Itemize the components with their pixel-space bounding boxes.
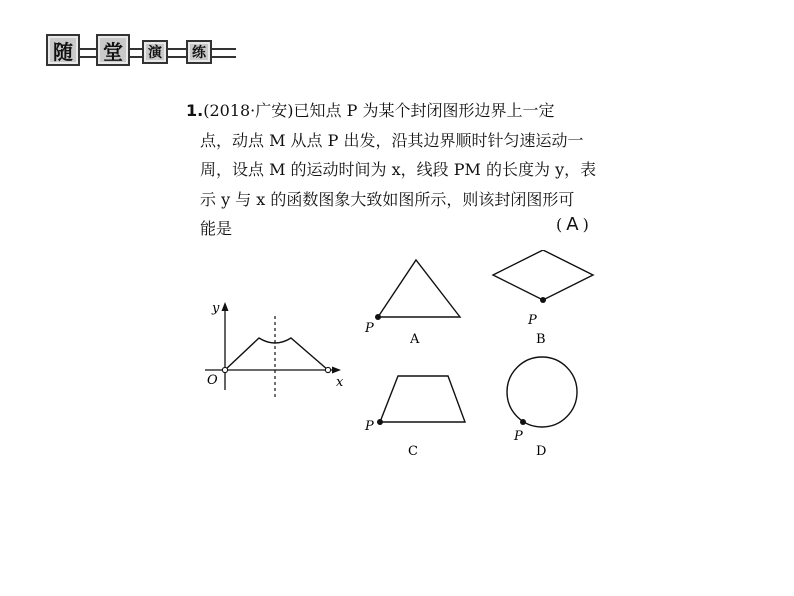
banner-char-2: 堂 <box>96 34 130 66</box>
x-axis-label: x <box>336 375 344 390</box>
question-line-1 <box>186 96 616 126</box>
banner-char-1: 随 <box>46 34 80 66</box>
option-b-label: B <box>536 332 546 347</box>
option-d-label: D <box>536 444 547 459</box>
banner-char-3: 演 <box>142 40 168 64</box>
question-line-4: 示 y 与 x 的函数图象大致如图所示，则该封闭图形可 <box>200 189 575 209</box>
rhombus-shape <box>493 250 593 300</box>
triangle-shape <box>378 260 460 317</box>
point-p-label: P <box>528 313 537 328</box>
answer-letter: A <box>566 214 579 235</box>
point-p-dot <box>540 297 546 303</box>
answer-open: ( <box>556 215 563 234</box>
question-line-3: 周，设点 M 的运动时间为 x，线段 PM 的长度为 y，表 <box>200 160 597 179</box>
point-p-label: P <box>365 321 374 336</box>
question-line-5: 能是 <box>200 219 233 238</box>
question-line-1-text: (2018·广安)已知点 P 为某个封闭图形边界上一定 <box>203 101 555 120</box>
origin-label: O <box>207 373 218 388</box>
y-axis-label: y <box>212 301 220 316</box>
question-line-2: 点，动点 M 从点 P 出发，沿其边界顺时针匀速运动一 <box>200 130 584 150</box>
banner-char-4: 练 <box>186 40 212 64</box>
end-open-point <box>325 367 330 372</box>
circle-shape <box>507 357 577 427</box>
section-banner <box>46 34 236 68</box>
trapezoid-shape <box>380 376 465 422</box>
point-p-dot <box>520 419 526 425</box>
answer-bracket <box>556 214 589 235</box>
function-graph <box>195 290 355 400</box>
x-axis-arrow-icon <box>332 367 341 374</box>
point-p-dot <box>375 314 381 320</box>
option-a-figure <box>360 255 470 350</box>
option-c-label: C <box>408 444 418 459</box>
option-b-figure <box>488 250 598 350</box>
function-curve <box>225 338 328 370</box>
question-text <box>186 96 616 244</box>
answer-close: ) <box>582 215 589 234</box>
option-c-figure <box>360 370 470 465</box>
point-p-dot <box>377 419 383 425</box>
point-p-label: P <box>365 419 374 434</box>
option-a-label: A <box>410 332 420 347</box>
option-d-figure <box>495 352 595 462</box>
question-number: 1. <box>186 101 204 120</box>
point-p-label: P <box>514 429 523 444</box>
y-axis-arrow-icon <box>222 302 229 311</box>
start-open-point <box>222 367 227 372</box>
